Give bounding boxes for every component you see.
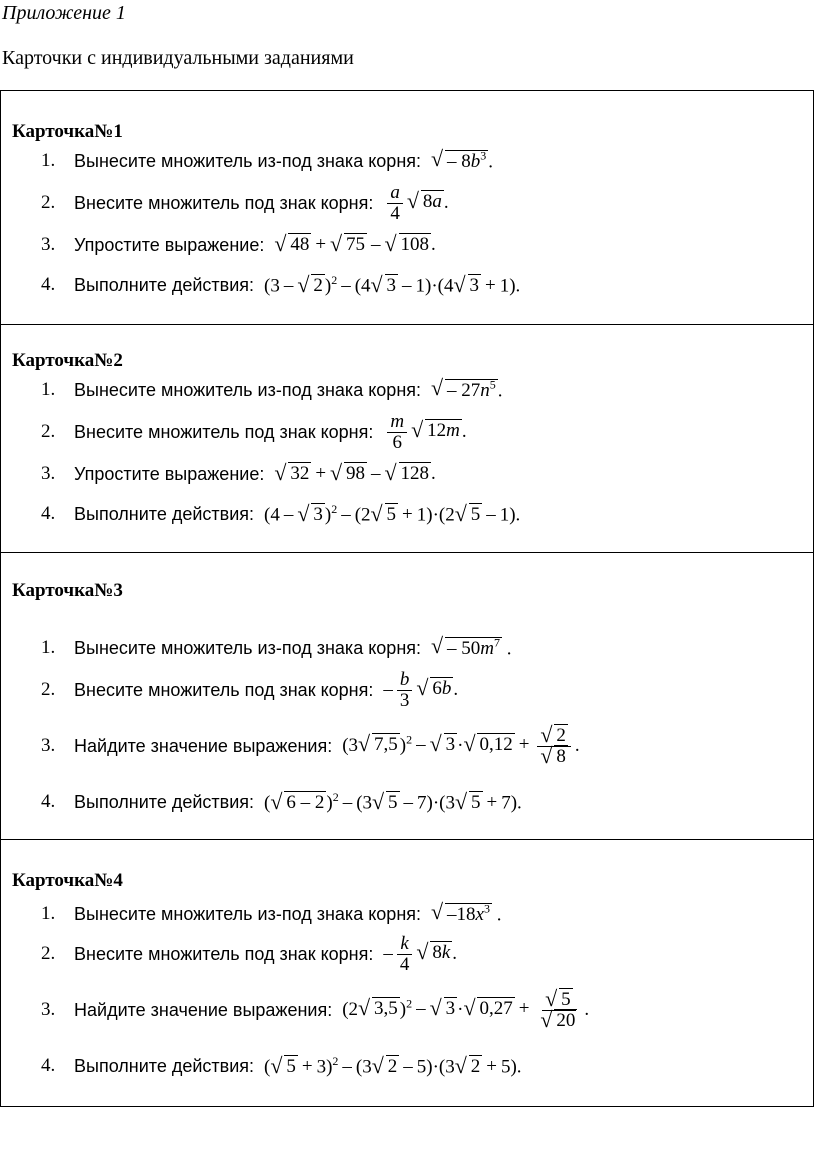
task-text: Вынесите множитель из-под знака корня: [74,903,422,924]
task-text: Внесите множитель под знак корня: [74,943,374,964]
task-expression: √ 32 +√ 98 –√ 128 . [274,463,435,485]
task-text: Вынесите множитель из-под знака корня: [74,150,422,171]
card-2 [0,324,814,553]
task-number: 2. [41,192,56,213]
task-text: Внесите множитель под знак корня: [74,421,374,442]
task-item [41,724,580,767]
task-expression: – $\frac{k}{4}$ √ 8k . [383,934,457,975]
task-number: 3. [41,999,56,1020]
task-item [41,410,467,453]
task-expression: √ – $8b^3$ . [431,149,493,173]
card-1 [0,90,814,325]
task-number: 2. [41,679,56,700]
task-item [41,147,493,175]
task-expression: $\frac{a}{4}$ √ 8a . [383,183,448,224]
task-item [41,500,520,528]
task-expression: $\frac{m}{6}$ √ 12m . [383,412,466,453]
task-item [41,788,522,816]
task-item [41,634,512,662]
task-number: 1. [41,379,56,400]
card-3 [0,552,814,840]
task-text: Найдите значение выражения: [74,735,333,756]
task-number: 3. [41,234,56,255]
card-title: Карточка№1 [12,121,123,142]
task-text: Вынесите множитель из-под знака корня: [74,379,422,400]
task-text: Выполните действия: [74,274,255,295]
task-number: 4. [41,791,56,812]
task-item [41,460,436,488]
task-text: Выполните действия: [74,503,255,524]
task-text: Выполните действия: [74,1055,255,1076]
task-text: Упростите выражение: [74,234,265,255]
task-expression: (2√ 3,5 )$^2$ –√ 3 ·√ 0,27 + √ 5 √ 20 . [342,990,589,1031]
task-item [41,668,459,711]
task-number: 4. [41,274,56,295]
card-title: Карточка№2 [12,350,123,371]
task-expression: √ – $50m^7$ . [431,636,511,660]
task-item [41,231,436,259]
task-text: Упростите выражение: [74,463,265,484]
task-text: Внесите множитель под знак корня: [74,192,374,213]
task-number: 1. [41,150,56,171]
task-number: 4. [41,1055,56,1076]
task-text: Вынесите множитель из-под знака корня: [74,637,422,658]
task-number: 2. [41,943,56,964]
task-expression: √ 48 +√ 75 –√ 108 . [274,234,435,256]
task-expression: √ $-18x^3$ . [431,902,501,926]
task-number: 1. [41,637,56,658]
task-expression: (4 –√ 3 )$^2$ – (2√ 5 + 1)·(2√ 5 – 1). [264,502,520,526]
task-number: 4. [41,503,56,524]
task-number: 3. [41,463,56,484]
task-number: 3. [41,735,56,756]
task-item [41,181,449,224]
card-title: Карточка№3 [12,580,123,601]
task-item [41,1052,522,1080]
task-expression: – $\frac{b}{3}$ √ 6b . [383,670,458,711]
task-item [41,376,503,404]
card-title: Карточка№4 [12,870,123,891]
task-item [41,271,520,299]
task-text: Внесите множитель под знак корня: [74,679,374,700]
task-item [41,900,501,928]
task-item [41,988,590,1031]
task-number: 2. [41,421,56,442]
task-expression: (√ 5 + 3)$^2$ – (3√ 2 – 5)·(3√ 2 + 5). [264,1054,521,1078]
task-expression: (√ 6 – 2 )$^2$ – (3√ 5 – 7)·(3√ 5 + 7). [264,790,522,814]
task-expression: √ – $27n^5$ . [431,378,503,402]
task-item [41,932,458,975]
document-title: Карточки с индивидуальными заданиями [2,47,354,69]
task-expression: (3 –√ 2 )$^2$ – (4√ 3 – 1)·(4√ 3 + 1). [264,273,520,297]
appendix-label: Приложение 1 [2,2,126,24]
task-expression: (3√ 7,5 )$^2$ –√ 3 ·√ 0,12 + √ 2 √ 8 . [342,726,579,767]
task-text: Выполните действия: [74,791,255,812]
task-number: 1. [41,903,56,924]
task-text: Найдите значение выражения: [74,999,333,1020]
card-4 [0,839,814,1107]
